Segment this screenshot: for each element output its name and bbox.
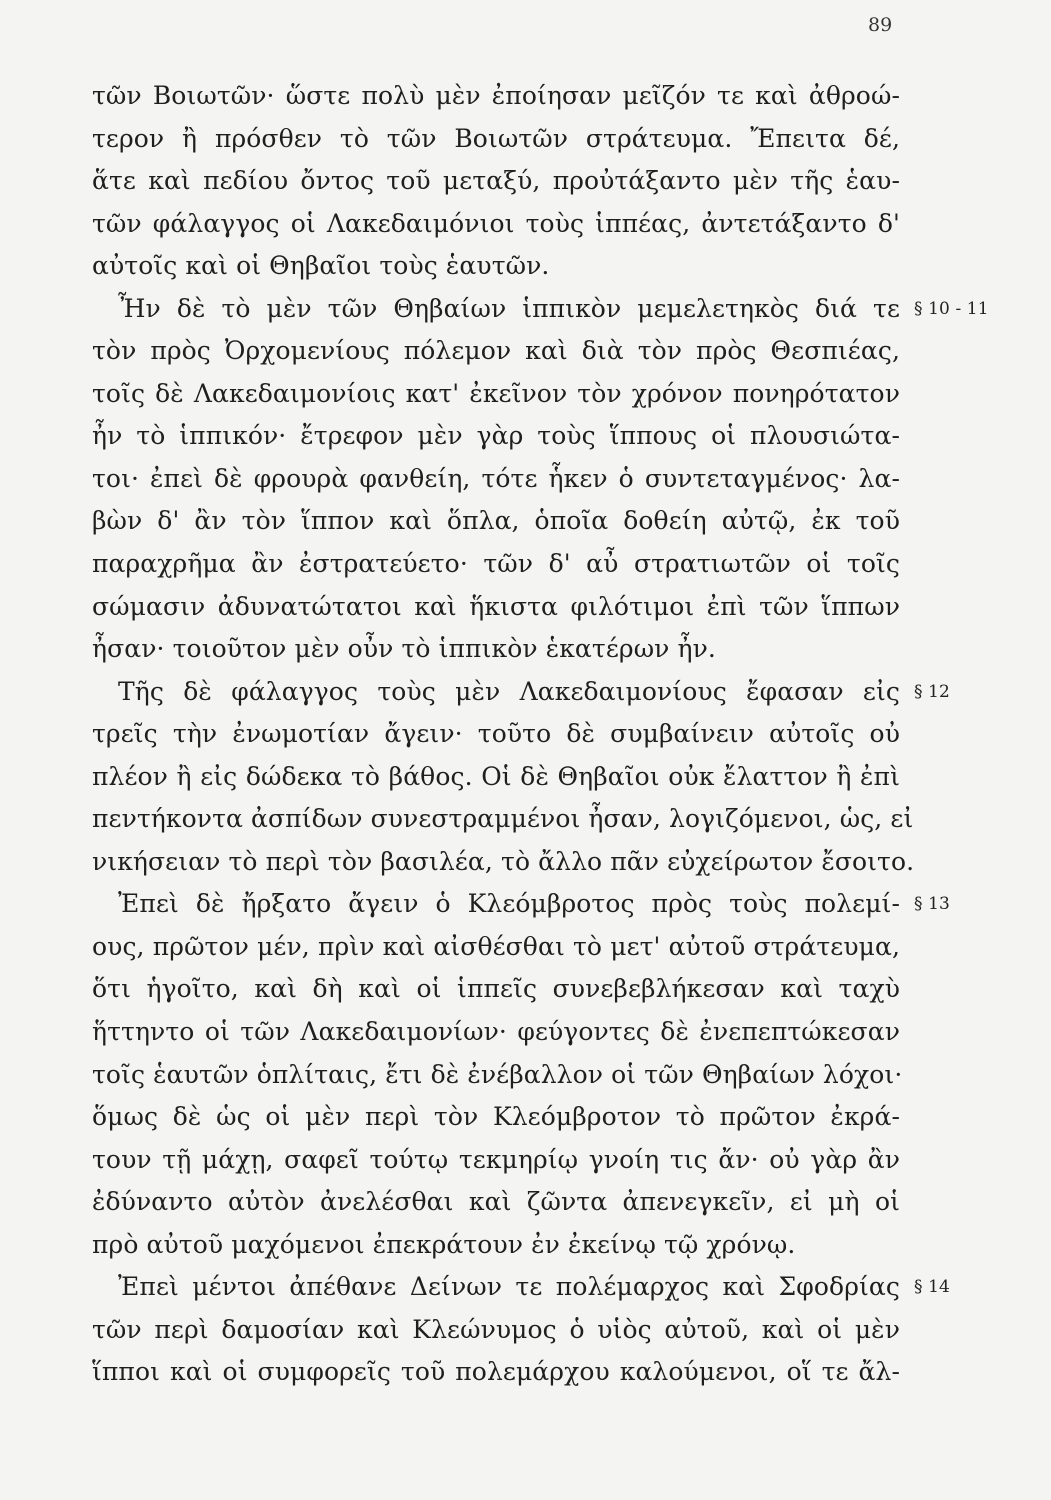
text-line-content: Ἐπεὶ δὲ ἤρξατο ἄγειν ὁ Κλεόμβροτος πρὸς τοὺς πολεμί-	[118, 889, 900, 919]
text-line-content: ἦσαν· τοιοῦτον μὲν οὖν τὸ ἱππικὸν ἑκατέρων ἦν.	[92, 634, 716, 664]
text-line-content: τρεῖς τὴν ἐνωμοτίαν ἄγειν· τοῦτο δὲ συμβαίνειν αὐτοῖς οὐ	[92, 719, 900, 749]
text-line-content: τοῖς ἑαυτῶν ὁπλίταις, ἔτι δὲ ἐνέβαλλον οἱ τῶν Θηβαίων λόχοι·	[92, 1059, 903, 1089]
text-line	[92, 713, 900, 756]
text-line	[92, 671, 950, 714]
text-line-content: αὐτοῖς καὶ οἱ Θηβαῖοι τοὺς ἑαυτῶν.	[92, 251, 550, 281]
text-line-content: τοι· ἐπεὶ δὲ φρουρὰ φανθείη, τότε ἧκεν ὁ συντεταγμένος· λα-	[92, 463, 900, 493]
text-line	[92, 586, 900, 629]
text-line	[92, 1351, 900, 1394]
text-line-content: τὸν πρὸς Ὀρχομενίους πόλεμον καὶ διὰ τὸν πρὸς Θεσπιέας,	[92, 336, 900, 366]
section-marker: § 10 - 11	[914, 298, 989, 319]
text-line-content: ἵπποι καὶ οἱ συμφορεῖς τοῦ πολεμάρχου καλούμενοι, οἵ τε ἄλ-	[92, 1357, 900, 1387]
text-line-content: βὼν δ' ἂν τὸν ἵππον καὶ ὅπλα, ὁποῖα δοθείη αὐτῷ, ἐκ τοῦ	[92, 506, 900, 536]
text-line-content: ὅτι ἡγοῖτο, καὶ δὴ καὶ οἱ ἱππεῖς συνεβεβλήκεσαν καὶ ταχὺ	[92, 974, 900, 1004]
text-line-content: τῶν Βοιωτῶν· ὥστε πολὺ μὲν ἐποίησαν μεῖζόν τε καὶ ἀθροώ-	[92, 81, 900, 110]
text-line	[92, 1054, 903, 1097]
page-number: 89	[868, 14, 893, 36]
text-line-content: Ἦν δὲ τὸ μὲν τῶν Θηβαίων ἱππικὸν μεμελετηκὸς διά τε	[118, 293, 900, 323]
text-line	[92, 500, 900, 543]
text-line-content: ους, πρῶτον μέν, πρὶν καὶ αἰσθέσθαι τὸ μετ' αὐτοῦ στράτευμα,	[92, 931, 900, 961]
text-line	[92, 330, 900, 373]
body-text	[92, 75, 989, 1394]
text-line	[92, 373, 900, 416]
text-line	[92, 1266, 950, 1309]
text-line-content: ἐδύναντο αὐτὸν ἀνελέσθαι καὶ ζῶντα ἀπενεγκεῖν, εἰ μὴ οἱ	[92, 1187, 900, 1217]
text-line	[92, 543, 900, 586]
text-line	[92, 75, 900, 118]
text-line-content: τῶν φάλαγγος οἱ Λακεδαιμόνιοι τοὺς ἱππέας, ἀντετάξαντο δ'	[92, 208, 900, 238]
text-line	[92, 968, 900, 1011]
text-line	[92, 118, 900, 161]
text-line-content: ὅμως δὲ ὡς οἱ μὲν περὶ τὸν Κλεόμβροτον τὸ πρῶτον ἐκρά-	[92, 1102, 900, 1132]
text-line-content: Τῆς δὲ φάλαγγος τοὺς μὲν Λακεδαιμονίους ἔφασαν εἰς	[118, 676, 900, 706]
section-marker: § 12	[914, 681, 950, 702]
text-line	[92, 288, 989, 331]
text-line	[92, 1096, 900, 1139]
section-marker: § 13	[914, 894, 950, 915]
text-line-content: Ἐπεὶ μέντοι ἀπέθανε Δείνων τε πολέμαρχος καὶ Σφοδρίας	[118, 1272, 900, 1302]
text-line	[92, 628, 900, 671]
text-line-content: πεντήκοντα ἀσπίδων συνεστραμμένοι ἦσαν, λογιζόμενοι, ὡς, εἰ	[92, 804, 914, 834]
text-line-content: τουν τῇ μάχῃ, σαφεῖ τούτῳ τεκμηρίῳ γνοίη τις ἄν· οὐ γὰρ ἂν	[92, 1144, 900, 1174]
text-line-content: σώμασιν ἀδυνατώτατοι καὶ ἥκιστα φιλότιμοι ἐπὶ τῶν ἵππων	[92, 591, 900, 621]
text-line-content: ἦν τὸ ἱππικόν· ἔτρεφον μὲν γὰρ τοὺς ἵππους οἱ πλουσιώτα-	[92, 421, 900, 451]
text-line	[92, 415, 900, 458]
text-line-content: ἅτε καὶ πεδίου ὄντος τοῦ μεταξύ, προὐτάξαντο μὲν τῆς ἑαυ-	[92, 166, 900, 196]
text-line	[92, 798, 914, 841]
text-line-content: ἥττηντο οἱ τῶν Λακεδαιμονίων· φεύγοντες δὲ ἐνεπεπτώκεσαν	[92, 1017, 900, 1047]
text-line-content: τοῖς δὲ Λακεδαιμονίοις κατ' ἐκεῖνον τὸν χρόνον πονηρότατον	[92, 378, 900, 408]
text-line-content: πλέον ἢ εἰς δώδεκα τὸ βάθος. Οἱ δὲ Θηβαῖοι οὐκ ἔλαττον ἢ ἐπὶ	[92, 761, 900, 791]
text-line-content: πρὸ αὐτοῦ μαχόμενοι ἐπεκράτουν ἐν ἐκείνῳ τῷ χρόνῳ.	[92, 1229, 796, 1259]
text-line	[92, 203, 900, 246]
text-line	[92, 756, 900, 799]
text-line	[92, 1011, 900, 1054]
text-line	[92, 1224, 900, 1267]
text-line	[92, 245, 900, 288]
text-line	[92, 841, 915, 884]
text-line-content: τῶν περὶ δαμοσίαν καὶ Κλεώνυμος ὁ υἱὸς αὐτοῦ, καὶ οἱ μὲν	[92, 1314, 900, 1344]
text-line	[92, 1309, 900, 1352]
text-line	[92, 926, 900, 969]
text-line	[92, 1181, 900, 1224]
text-line	[92, 1139, 900, 1182]
text-line	[92, 883, 950, 926]
section-marker: § 14	[914, 1277, 950, 1298]
text-line-content: νικήσειαν τὸ περὶ τὸν βασιλέα, τὸ ἄλλο πᾶν εὐχείρωτον ἔσοιτο.	[92, 846, 915, 876]
text-line	[92, 160, 900, 203]
text-line	[92, 458, 900, 501]
text-line-content: τερον ἢ πρόσθεν τὸ τῶν Βοιωτῶν στράτευμα. Ἔπειτα δέ,	[92, 123, 900, 153]
text-line-content: παραχρῆμα ἂν ἐστρατεύετο· τῶν δ' αὖ στρατιωτῶν οἱ τοῖς	[92, 549, 900, 579]
